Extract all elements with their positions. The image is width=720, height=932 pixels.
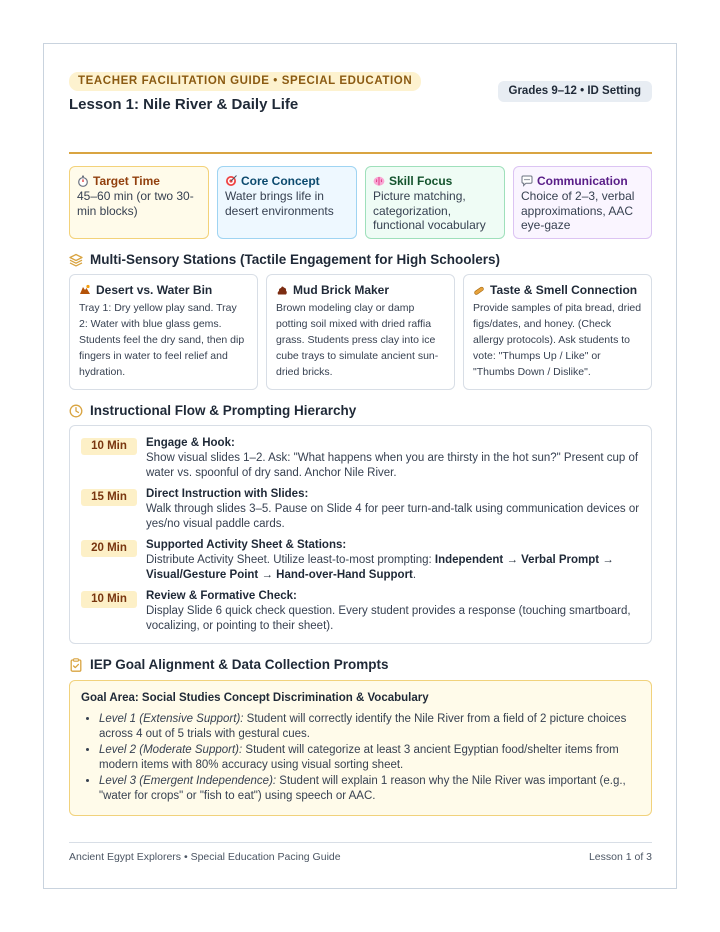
goal-level-item	[99, 774, 640, 803]
step-title: Direct Instruction with Slides:	[146, 488, 309, 500]
core-concept-card	[217, 166, 357, 239]
goal-levels-list	[81, 712, 640, 803]
page-content	[69, 72, 652, 863]
target-time-title: Target Time	[93, 174, 160, 188]
station-mud-brick	[266, 274, 455, 390]
step-description-suffix: .	[412, 568, 417, 581]
page-header	[69, 72, 652, 154]
stations-heading-text: Multi-Sensory Stations (Tactile Engagement for High Schoolers)	[90, 252, 501, 267]
flow-heading-text: Instructional Flow & Prompting Hierarchy	[90, 403, 357, 418]
iep-goals-box	[69, 680, 652, 816]
station-body: Tray 1: Dry yellow play sand. Tray 2: Water with blue glass gems. Students feel the dry sand, then dip fingers in water to feel relief and hydration.	[79, 302, 245, 378]
step-title: Supported Activity Sheet & Stations:	[146, 539, 347, 551]
step-description	[146, 553, 641, 582]
station-title: Desert vs. Water Bin	[96, 283, 213, 297]
footer-page-indicator: Lesson 1 of 3	[588, 851, 652, 863]
step-title: Review & Formative Check:	[146, 590, 297, 602]
communication-card	[513, 166, 652, 239]
stations-heading	[69, 252, 500, 267]
stations-grid	[69, 274, 652, 390]
flow-heading	[69, 403, 356, 418]
step-description-prefix: Distribute Activity Sheet. Utilize least-to-most prompting:	[146, 554, 435, 566]
step-description: Walk through slides 3–5. Pause on Slide 4 for peer turn-and-talk using communication devices or yes/no visual paddle cards.	[146, 503, 640, 530]
clock-icon	[69, 404, 83, 418]
station-body: Brown modeling clay or damp potting soil mixed with dried raffia grass. Students press clay into ice cube trays to simulate ancient sun-dried bricks.	[276, 302, 439, 378]
station-title: Mud Brick Maker	[293, 283, 390, 297]
station-taste-smell	[463, 274, 652, 390]
target-time-body: 45–60 min (or two 30-min blocks)	[77, 189, 194, 218]
goal-level-label: Level 2 (Moderate Support):	[99, 744, 243, 756]
step-description: Show visual slides 1–2. Ask: "What happens when you are thirsty in the hot sun?" Present cup of water vs. spoonful of dry sand. Anchor Nile River.	[146, 452, 639, 479]
target-time-card	[69, 166, 209, 239]
goal-level-label: Level 3 (Emergent Independence):	[99, 775, 277, 787]
clipboard-icon	[69, 658, 83, 672]
communication-body: Choice of 2–3, verbal approximations, AAC eye-gaze	[521, 189, 635, 232]
prompting-hierarchy: Independent → Verbal Prompt → Visual/Gesture Point → Hand-over-Hand Support	[146, 554, 614, 581]
step-time-badge: 10 Min	[81, 438, 137, 455]
skill-focus-body: Picture matching, categorization, functional vocabulary	[373, 189, 486, 232]
goal-level-item	[99, 712, 640, 741]
brain-icon	[373, 175, 385, 187]
sand-icon	[79, 284, 91, 296]
core-concept-body: Water brings life in desert environments	[225, 189, 334, 218]
step-time-badge: 15 Min	[81, 489, 137, 506]
skill-focus-card	[365, 166, 505, 239]
summary-cards	[69, 166, 652, 239]
goal-level-label: Level 1 (Extensive Support):	[99, 713, 244, 725]
goal-level-text: Student will categorize at least 3 ancient Egyptian food/shelter items from modern items with 80% accuracy using visual sorting sheet.	[99, 744, 619, 771]
speech-bubble-icon	[521, 175, 533, 187]
step-description: Display Slide 6 quick check question. Every student provides a response (touching smartboard, vocalizing, or pointing to their sheet).	[146, 605, 631, 632]
station-body: Provide samples of pita bread, dried figs/dates, and honey. (Check allergy protocols). Ask students to vote: "Thumps Up / Like" or "Thumbs Down / Dislike".	[473, 302, 642, 378]
step-time-badge: 10 Min	[81, 591, 137, 608]
step-time-badge: 20 Min	[81, 540, 137, 557]
mud-icon	[276, 284, 288, 296]
goal-area-title: Goal Area: Social Studies Concept Discrimination & Vocabulary	[81, 692, 429, 704]
layers-icon	[69, 253, 83, 267]
bread-icon	[473, 284, 485, 296]
instructional-flow	[69, 425, 652, 644]
lesson-page	[43, 43, 677, 889]
page-footer	[69, 842, 652, 863]
guide-eyebrow: TEACHER FACILITATION GUIDE • SPECIAL EDUCATION	[69, 72, 421, 91]
goal-level-text: Student will correctly identify the Nile River from a field of 2 picture choices across 4 out of 5 trials with gestural cues.	[99, 713, 627, 740]
core-concept-title: Core Concept	[241, 174, 320, 188]
communication-title: Communication	[537, 174, 628, 188]
station-title: Taste & Smell Connection	[490, 283, 638, 297]
page-title: Lesson 1: Nile River & Daily Life	[69, 96, 299, 113]
goal-level-text: Student will explain 1 reason why the Nile River was important (e.g., "water for crops" or "fish to eat") using speech or AAC.	[99, 775, 626, 802]
step-title: Engage & Hook:	[146, 437, 235, 449]
grade-badge: Grades 9–12 • ID Setting	[498, 81, 653, 102]
footer-guide-name: Ancient Egypt Explorers • Special Education Pacing Guide	[69, 851, 341, 863]
goals-heading	[69, 657, 389, 672]
target-icon	[225, 175, 237, 187]
goal-level-item	[99, 743, 640, 772]
stopwatch-icon	[77, 175, 89, 187]
skill-focus-title: Skill Focus	[389, 174, 453, 188]
station-desert-water	[69, 274, 258, 390]
goals-heading-text: IEP Goal Alignment & Data Collection Prompts	[90, 657, 389, 672]
